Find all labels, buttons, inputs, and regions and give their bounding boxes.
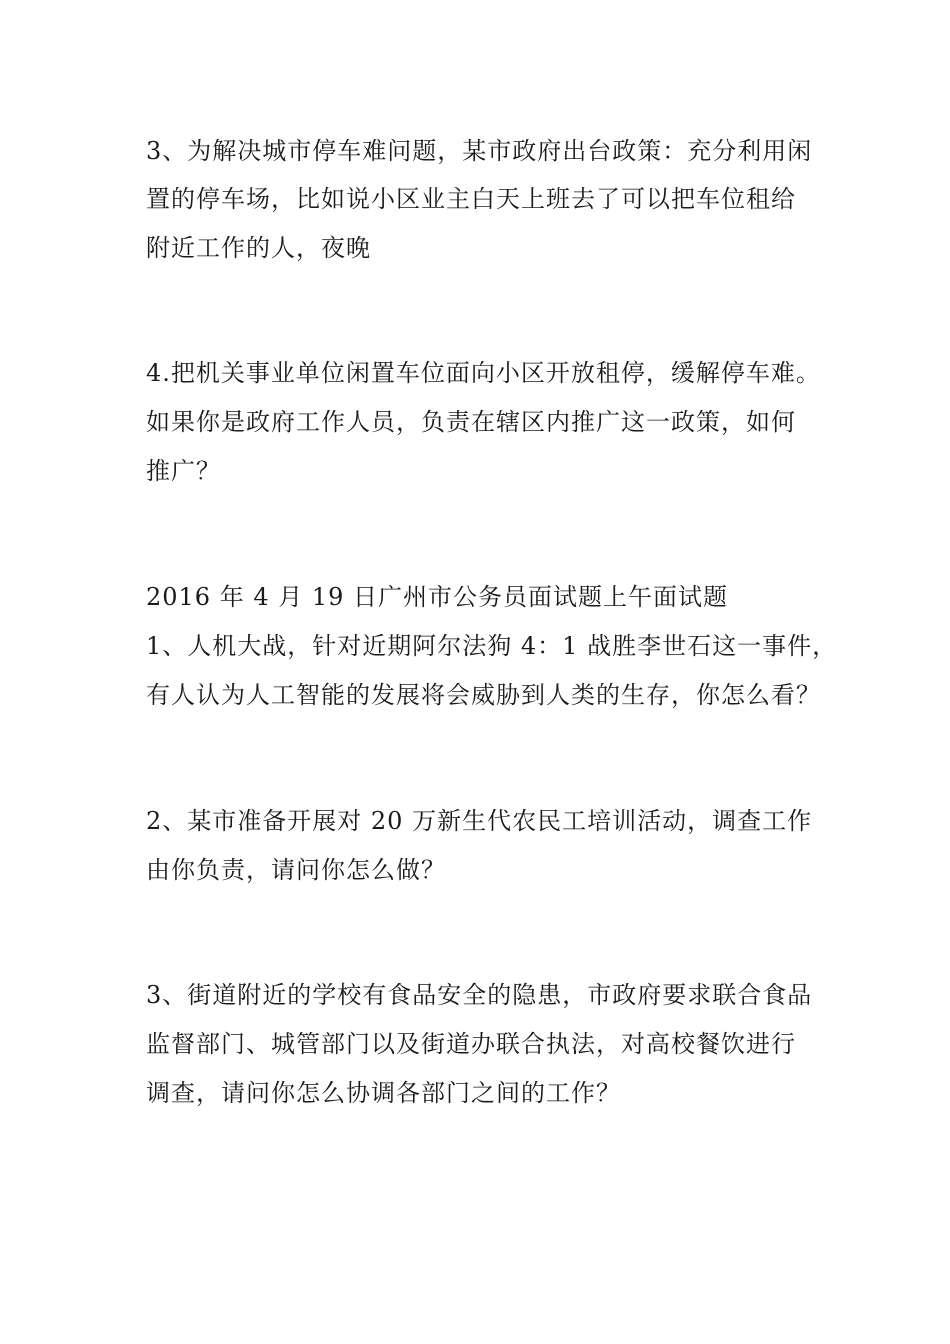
text-line: 附近工作的人，夜晚 bbox=[146, 234, 371, 262]
text-line: 3、为解决城市停车难问题，某市政府出台政策：充分利用闲 bbox=[146, 137, 813, 165]
text-line: 1、人机大战，针对近期阿尔法狗 4：1 战胜李世石这一事件， bbox=[146, 632, 838, 660]
text-line: 监督部门、城管部门以及街道办联合执法，对高校餐饮进行 bbox=[146, 1030, 796, 1058]
text-line: 有人认为人工智能的发展将会威胁到人类的生存，你怎么看？ bbox=[146, 681, 821, 709]
text-line: 置的停车场，比如说小区业主白天上班去了可以把车位租给 bbox=[146, 185, 796, 213]
text-line: 2、某市准备开展对 20 万新生代农民工培训活动，调查工作 bbox=[146, 807, 813, 835]
text-line: 推广？ bbox=[146, 457, 221, 485]
text-line: 3、街道附近的学校有食品安全的隐患，市政府要求联合食品 bbox=[146, 981, 813, 1009]
text-line: 调查，请问你怎么协调各部门之间的工作？ bbox=[146, 1079, 621, 1107]
text-line: 由你负责，请问你怎么做？ bbox=[146, 856, 446, 884]
text-line: 4.把机关事业单位闲置车位面向小区开放租停，缓解停车难。 bbox=[146, 359, 821, 387]
section-heading: 2016 年 4 月 19 日广州市公务员面试题上午面试题 bbox=[146, 583, 729, 611]
text-line: 如果你是政府工作人员，负责在辖区内推广这一政策，如何 bbox=[146, 408, 796, 436]
